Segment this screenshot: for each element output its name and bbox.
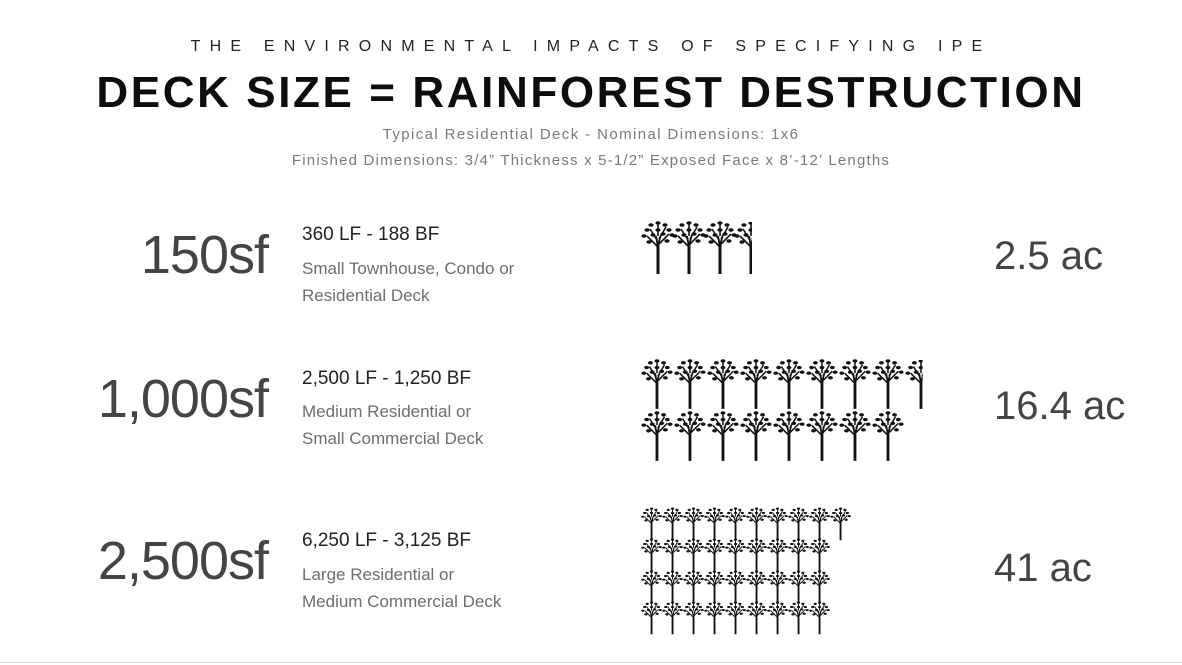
tree-icon [767,539,788,572]
header-kicker: THE ENVIRONMENTAL IMPACTS OF SPECIFYING IPE [190,38,992,55]
tree-icon [806,359,837,409]
tree-icon [707,411,738,461]
tree-icon [746,539,767,572]
tree-icon [806,411,837,461]
tree-icon [788,508,809,541]
tree-icon [872,411,903,461]
tree-icon [704,571,725,604]
deck-description-line: Large Residential or [302,565,455,584]
tree-icon [641,411,672,461]
tree-icon [674,411,705,461]
tree-icon [767,602,788,635]
lumber-quantity: 360 LF - 188 BF [302,224,440,245]
tree-icon [767,508,788,541]
tree-icon [809,571,830,604]
tree-icon [830,508,851,541]
tree-icon-group [641,508,861,632]
tree-icon [662,571,683,604]
tree-icon [767,571,788,604]
deck-area: 1,000sf [97,369,268,429]
deck-description [302,561,501,615]
lumber-quantity: 6,250 LF - 3,125 BF [302,530,471,551]
deck-description-line: Residential Deck [302,286,430,305]
deck-description-line: Medium Residential or [302,402,472,421]
tree-icon [773,359,804,409]
deck-description-line: Medium Commercial Deck [302,592,502,611]
subtitle-finished: Finished Dimensions: 3/4” Thickness x 5-1/2” Exposed Face x 8’-12’ Lengths [291,152,891,169]
tree-icon [746,571,767,604]
tree-icon [788,539,809,572]
bottom-divider [0,662,1182,663]
tree-icon [683,571,704,604]
tree-icon [872,359,903,409]
tree-icon [725,571,746,604]
deck-description-line: Small Commercial Deck [302,429,484,448]
tree-icon [641,508,662,541]
tree-icon-group [641,222,741,274]
deck-description [302,398,483,452]
subtitle-nominal: Typical Residential Deck - Nominal Dimensions: 1x6 [382,126,800,143]
tree-icon [725,539,746,572]
tree-icon [905,359,936,409]
tree-icon [734,221,767,274]
tree-icon [662,508,683,541]
tree-icon [725,508,746,541]
tree-icon [641,602,662,635]
tree-icon [662,602,683,635]
tree-icon [809,508,830,541]
tree-icon [704,539,725,572]
deck-description-line: Small Townhouse, Condo or [302,259,515,278]
tree-icon [683,539,704,572]
deck-area: 2,500sf [97,531,268,591]
tree-icon [725,602,746,635]
tree-icon [683,508,704,541]
tree-icon [704,602,725,635]
tree-icon [740,411,771,461]
tree-icon-group [641,360,911,460]
tree-icon [809,539,830,572]
deck-area: 150sf [140,225,268,285]
tree-icon [839,411,870,461]
tree-icon [707,359,738,409]
tree-icon [788,602,809,635]
tree-icon [662,539,683,572]
tree-icon [683,602,704,635]
rainforest-acres: 41 ac [994,546,1092,590]
deck-description [302,255,514,309]
tree-icon [809,602,830,635]
tree-icon [788,571,809,604]
tree-icon [740,359,771,409]
tree-icon [674,359,705,409]
page-title: DECK SIZE = RAINFOREST DESTRUCTION [96,68,1086,117]
rainforest-acres: 2.5 ac [994,234,1103,278]
tree-icon [704,508,725,541]
rainforest-acres: 16.4 ac [994,384,1126,428]
tree-icon [641,221,674,274]
tree-icon [641,359,672,409]
tree-icon [703,221,736,274]
lumber-quantity: 2,500 LF - 1,250 BF [302,368,471,389]
tree-icon [672,221,705,274]
tree-icon [746,602,767,635]
tree-icon [839,359,870,409]
tree-icon [746,508,767,541]
tree-icon [641,539,662,572]
tree-icon [641,571,662,604]
tree-icon [773,411,804,461]
